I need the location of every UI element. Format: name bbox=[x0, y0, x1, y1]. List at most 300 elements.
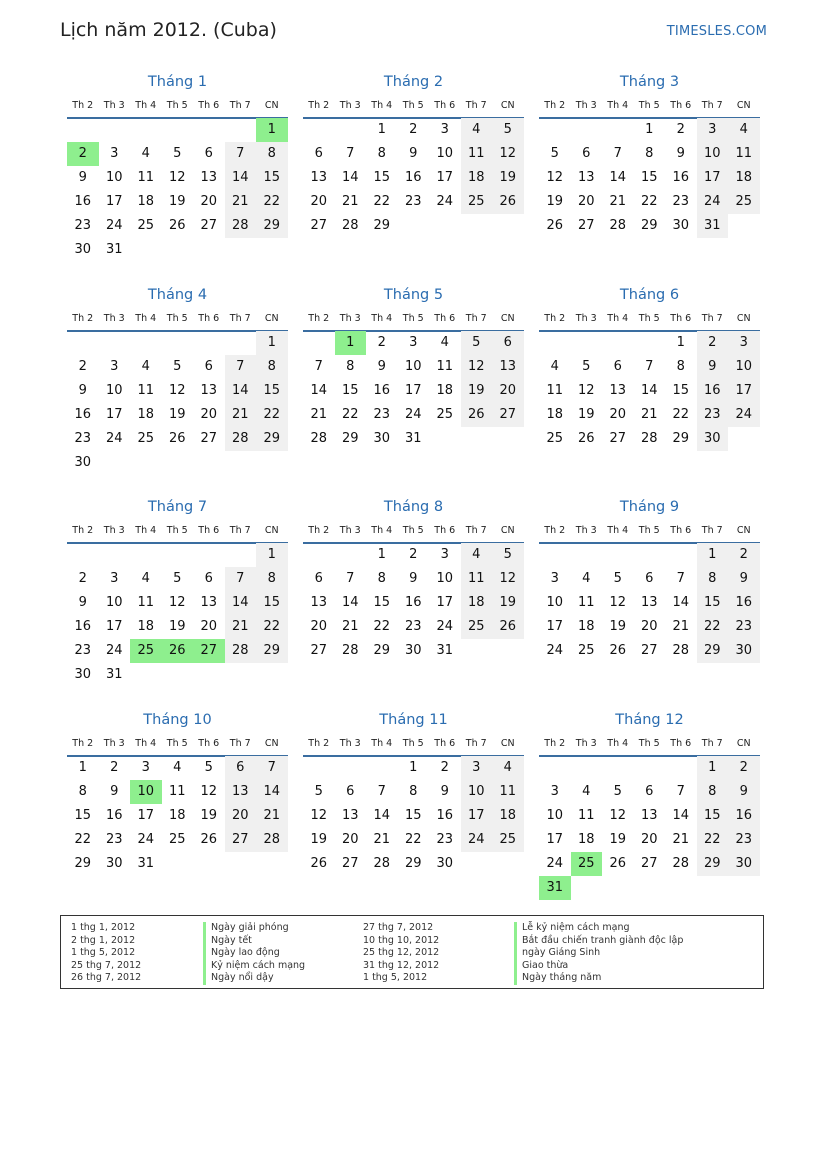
day-cell: 21 bbox=[225, 403, 257, 427]
day-cell: 15 bbox=[672, 383, 690, 398]
day-cell: 25 bbox=[728, 190, 760, 214]
day-cell: 14 bbox=[225, 379, 257, 403]
day-cell: 21 bbox=[225, 615, 257, 639]
day-cell: 17 bbox=[105, 194, 123, 209]
day-cell: 28 bbox=[373, 856, 391, 871]
day-cell: 15 bbox=[640, 170, 658, 185]
day-cell: 29 bbox=[373, 218, 391, 233]
weekday-label: Th 4 bbox=[607, 313, 629, 324]
day-cell: 16 bbox=[404, 595, 422, 610]
day-cell: 22 bbox=[697, 828, 729, 852]
legend-holiday-name: Ngày tết bbox=[203, 935, 252, 948]
day-cell: 27 bbox=[200, 218, 218, 233]
day-cell: 24 bbox=[105, 218, 123, 233]
day-cell: 14 bbox=[672, 808, 690, 823]
day-cell: 11 bbox=[461, 567, 493, 591]
day-cell: 30 bbox=[105, 856, 123, 871]
day-cell: 29 bbox=[256, 639, 288, 663]
day-cell: 5 bbox=[550, 146, 559, 161]
day-cell: 25 bbox=[436, 407, 454, 422]
day-cell: 3 bbox=[697, 118, 729, 142]
weekday-label: Th 5 bbox=[638, 525, 660, 536]
day-cell: 19 bbox=[546, 194, 564, 209]
day-cell: 6 bbox=[645, 571, 654, 586]
legend-holiday-name: Ngày tháng năm bbox=[514, 972, 601, 985]
day-cell: 24 bbox=[137, 832, 155, 847]
day-cell: 5 bbox=[461, 331, 493, 355]
day-cell: 12 bbox=[577, 383, 595, 398]
legend-date: 25 thg 12, 2012 bbox=[363, 947, 440, 958]
day-cell: 8 bbox=[256, 567, 288, 591]
day-cell: 21 bbox=[341, 619, 359, 634]
day-cell: 2 bbox=[728, 543, 760, 567]
day-cell: 23 bbox=[373, 407, 391, 422]
day-cell: 12 bbox=[492, 142, 524, 166]
day-cell: 8 bbox=[78, 784, 87, 799]
day-cell: 3 bbox=[141, 760, 150, 775]
day-cell: 15 bbox=[404, 808, 422, 823]
day-cell: 5 bbox=[582, 359, 591, 374]
day-cell: 31 bbox=[137, 856, 155, 871]
day-cell: 19 bbox=[168, 407, 186, 422]
weekday-label: Th 7 bbox=[465, 313, 487, 324]
day-cell: 25 bbox=[137, 218, 155, 233]
day-cell: 23 bbox=[74, 643, 92, 658]
weekday-label: Th 4 bbox=[607, 525, 629, 536]
day-cell: 8 bbox=[256, 355, 288, 379]
day-cell: 5 bbox=[613, 571, 622, 586]
day-cell: 19 bbox=[609, 832, 627, 847]
day-cell: 13 bbox=[341, 808, 359, 823]
weekday-label: CN bbox=[264, 525, 279, 536]
day-cell: 24 bbox=[436, 619, 454, 634]
legend-holiday-name: Lễ kỷ niệm cách mạng bbox=[514, 922, 630, 935]
page-title: Lịch năm 2012. (Cuba) bbox=[60, 19, 277, 41]
day-cell: 21 bbox=[640, 407, 658, 422]
weekday-label: Th 4 bbox=[607, 738, 629, 749]
day-cell: 8 bbox=[377, 571, 386, 586]
day-cell: 10 bbox=[436, 146, 454, 161]
day-cell: 11 bbox=[577, 808, 595, 823]
day-cell: 29 bbox=[697, 639, 729, 663]
day-cell: 19 bbox=[492, 591, 524, 615]
day-cell: 2 bbox=[377, 335, 386, 350]
day-cell: 15 bbox=[373, 595, 391, 610]
holiday-day-cell: 10 bbox=[130, 780, 162, 804]
day-cell: 22 bbox=[256, 403, 288, 427]
month-name: Tháng 12 bbox=[615, 712, 684, 728]
day-cell: 14 bbox=[256, 780, 288, 804]
month-name: Tháng 4 bbox=[147, 287, 208, 303]
day-cell: 20 bbox=[200, 194, 218, 209]
day-cell: 10 bbox=[728, 355, 760, 379]
day-cell: 6 bbox=[613, 359, 622, 374]
day-cell: 16 bbox=[436, 808, 454, 823]
day-cell: 10 bbox=[105, 383, 123, 398]
day-cell: 22 bbox=[373, 619, 391, 634]
day-cell: 20 bbox=[640, 832, 658, 847]
day-cell: 18 bbox=[546, 407, 564, 422]
day-cell: 18 bbox=[577, 832, 595, 847]
day-cell: 26 bbox=[546, 218, 564, 233]
weekday-label: Th 5 bbox=[166, 738, 188, 749]
day-cell: 20 bbox=[577, 194, 595, 209]
day-cell: 8 bbox=[409, 784, 418, 799]
day-cell: 5 bbox=[314, 784, 323, 799]
day-cell: 11 bbox=[137, 595, 155, 610]
weekday-label: CN bbox=[500, 525, 515, 536]
day-cell: 10 bbox=[105, 170, 123, 185]
day-cell: 20 bbox=[492, 379, 524, 403]
day-cell: 16 bbox=[728, 591, 760, 615]
weekday-label: Th 4 bbox=[371, 525, 393, 536]
day-cell: 8 bbox=[697, 780, 729, 804]
day-cell: 19 bbox=[609, 619, 627, 634]
day-cell: 12 bbox=[200, 784, 218, 799]
weekday-label: Th 6 bbox=[198, 738, 220, 749]
day-cell: 26 bbox=[310, 856, 328, 871]
day-cell: 11 bbox=[137, 383, 155, 398]
day-cell: 22 bbox=[404, 832, 422, 847]
day-cell: 4 bbox=[582, 571, 591, 586]
weekday-label: Th 4 bbox=[371, 738, 393, 749]
day-cell: 29 bbox=[74, 856, 92, 871]
weekday-label: Th 4 bbox=[371, 313, 393, 324]
weekday-label: Th 2 bbox=[72, 313, 94, 324]
day-cell: 7 bbox=[225, 355, 257, 379]
day-cell: 22 bbox=[640, 194, 658, 209]
legend-holiday-name: Ngày lao động bbox=[203, 947, 280, 960]
day-cell: 19 bbox=[168, 619, 186, 634]
weekday-label: Th 5 bbox=[638, 313, 660, 324]
weekday-label: Th 4 bbox=[135, 100, 157, 111]
day-cell: 28 bbox=[609, 218, 627, 233]
weekday-label: Th 3 bbox=[339, 738, 361, 749]
day-cell: 7 bbox=[346, 146, 355, 161]
day-cell: 6 bbox=[204, 146, 213, 161]
day-cell: 14 bbox=[341, 595, 359, 610]
day-cell: 7 bbox=[377, 784, 386, 799]
day-cell: 13 bbox=[577, 170, 595, 185]
weekday-label: Th 3 bbox=[103, 525, 125, 536]
day-cell: 24 bbox=[105, 643, 123, 658]
weekday-label: Th 3 bbox=[575, 313, 597, 324]
weekday-label: Th 3 bbox=[575, 738, 597, 749]
day-cell: 19 bbox=[168, 194, 186, 209]
day-cell: 15 bbox=[697, 591, 729, 615]
month-name: Tháng 9 bbox=[619, 499, 680, 515]
day-cell: 24 bbox=[105, 431, 123, 446]
day-cell: 13 bbox=[492, 355, 524, 379]
day-cell: 19 bbox=[200, 808, 218, 823]
day-cell: 15 bbox=[697, 804, 729, 828]
day-cell: 4 bbox=[141, 571, 150, 586]
day-cell: 18 bbox=[728, 166, 760, 190]
weekday-label: Th 7 bbox=[701, 313, 723, 324]
day-cell: 7 bbox=[314, 359, 323, 374]
day-cell: 31 bbox=[105, 667, 123, 682]
day-cell: 26 bbox=[609, 643, 627, 658]
day-cell: 1 bbox=[697, 543, 729, 567]
day-cell: 18 bbox=[577, 619, 595, 634]
day-cell: 28 bbox=[640, 431, 658, 446]
day-cell: 13 bbox=[200, 595, 218, 610]
day-cell: 8 bbox=[346, 359, 355, 374]
day-cell: 22 bbox=[672, 407, 690, 422]
site-link[interactable]: TIMESLES.COM bbox=[666, 24, 767, 39]
day-cell: 30 bbox=[728, 852, 760, 876]
weekday-label: Th 5 bbox=[402, 313, 424, 324]
legend-holiday-name: Bắt đầu chiến tranh giành độc lập bbox=[514, 935, 683, 948]
day-cell: 17 bbox=[436, 595, 454, 610]
day-cell: 2 bbox=[409, 547, 418, 562]
day-cell: 8 bbox=[645, 146, 654, 161]
day-cell: 26 bbox=[200, 832, 218, 847]
day-cell: 12 bbox=[609, 595, 627, 610]
day-cell: 26 bbox=[168, 431, 186, 446]
day-cell: 22 bbox=[256, 615, 288, 639]
month-name: Tháng 7 bbox=[147, 499, 208, 515]
day-cell: 14 bbox=[310, 383, 328, 398]
weekday-label: Th 2 bbox=[544, 738, 566, 749]
day-cell: 21 bbox=[341, 194, 359, 209]
month-name: Tháng 6 bbox=[619, 287, 680, 303]
legend-date: 10 thg 10, 2012 bbox=[363, 934, 440, 946]
weekday-label: Th 4 bbox=[607, 100, 629, 111]
holiday-day-cell: 25 bbox=[130, 639, 162, 663]
weekday-label: Th 6 bbox=[670, 100, 692, 111]
day-cell: 5 bbox=[204, 760, 213, 775]
day-cell: 2 bbox=[697, 331, 729, 355]
weekday-label: Th 2 bbox=[544, 525, 566, 536]
holiday-day-cell: 27 bbox=[193, 639, 225, 663]
day-cell: 21 bbox=[256, 804, 288, 828]
day-cell: 18 bbox=[137, 407, 155, 422]
day-cell: 10 bbox=[546, 595, 564, 610]
day-cell: 7 bbox=[225, 142, 257, 166]
day-cell: 11 bbox=[168, 784, 186, 799]
day-cell: 19 bbox=[310, 832, 328, 847]
weekday-label: Th 6 bbox=[434, 313, 456, 324]
day-cell: 25 bbox=[168, 832, 186, 847]
day-cell: 18 bbox=[461, 591, 493, 615]
day-cell: 5 bbox=[173, 359, 182, 374]
day-cell: 17 bbox=[697, 166, 729, 190]
day-cell: 13 bbox=[640, 595, 658, 610]
day-cell: 22 bbox=[373, 194, 391, 209]
weekday-label: Th 3 bbox=[575, 525, 597, 536]
weekday-label: Th 5 bbox=[402, 525, 424, 536]
day-cell: 15 bbox=[256, 379, 288, 403]
day-cell: 23 bbox=[404, 619, 422, 634]
day-cell: 3 bbox=[110, 359, 119, 374]
day-cell: 11 bbox=[436, 359, 454, 374]
day-cell: 14 bbox=[609, 170, 627, 185]
day-cell: 6 bbox=[582, 146, 591, 161]
day-cell: 9 bbox=[110, 784, 119, 799]
day-cell: 6 bbox=[314, 146, 323, 161]
day-cell: 26 bbox=[492, 615, 524, 639]
weekday-label: CN bbox=[500, 313, 515, 324]
day-cell: 13 bbox=[200, 170, 218, 185]
day-cell: 29 bbox=[640, 218, 658, 233]
day-cell: 12 bbox=[168, 383, 186, 398]
weekday-label: Th 2 bbox=[308, 100, 330, 111]
weekday-label: Th 7 bbox=[701, 100, 723, 111]
day-cell: 16 bbox=[728, 804, 760, 828]
day-cell: 18 bbox=[492, 804, 524, 828]
day-cell: 17 bbox=[404, 383, 422, 398]
month-name: Tháng 3 bbox=[619, 74, 680, 90]
day-cell: 2 bbox=[440, 760, 449, 775]
day-cell: 27 bbox=[310, 218, 328, 233]
day-cell: 14 bbox=[640, 383, 658, 398]
day-cell: 1 bbox=[256, 331, 288, 355]
day-cell: 6 bbox=[492, 331, 524, 355]
day-cell: 27 bbox=[341, 856, 359, 871]
day-cell: 4 bbox=[141, 359, 150, 374]
day-cell: 21 bbox=[373, 832, 391, 847]
day-cell: 27 bbox=[640, 643, 658, 658]
day-cell: 1 bbox=[78, 760, 87, 775]
day-cell: 23 bbox=[105, 832, 123, 847]
weekday-label: Th 3 bbox=[339, 313, 361, 324]
day-cell: 20 bbox=[341, 832, 359, 847]
day-cell: 12 bbox=[310, 808, 328, 823]
day-cell: 18 bbox=[168, 808, 186, 823]
day-cell: 24 bbox=[404, 407, 422, 422]
day-cell: 29 bbox=[256, 427, 288, 451]
legend-date: 1 thg 5, 2012 bbox=[71, 947, 136, 958]
day-cell: 24 bbox=[546, 856, 564, 871]
day-cell: 4 bbox=[173, 760, 182, 775]
day-cell: 19 bbox=[577, 407, 595, 422]
day-cell: 3 bbox=[550, 784, 559, 799]
weekday-label: CN bbox=[264, 738, 279, 749]
day-cell: 22 bbox=[74, 832, 92, 847]
weekday-label: Th 4 bbox=[371, 100, 393, 111]
day-cell: 28 bbox=[225, 427, 257, 451]
weekday-label: Th 5 bbox=[166, 525, 188, 536]
weekday-label: CN bbox=[736, 100, 751, 111]
holiday-legend bbox=[60, 915, 764, 989]
day-cell: 2 bbox=[676, 122, 685, 137]
day-cell: 4 bbox=[550, 359, 559, 374]
day-cell: 16 bbox=[105, 808, 123, 823]
day-cell: 10 bbox=[436, 571, 454, 586]
day-cell: 24 bbox=[697, 190, 729, 214]
weekday-label: Th 2 bbox=[72, 738, 94, 749]
day-cell: 4 bbox=[461, 543, 493, 567]
day-cell: 1 bbox=[377, 547, 386, 562]
day-cell: 29 bbox=[404, 856, 422, 871]
legend-date: 1 thg 1, 2012 bbox=[71, 922, 136, 933]
weekday-label: Th 6 bbox=[670, 738, 692, 749]
day-cell: 9 bbox=[728, 780, 760, 804]
day-cell: 23 bbox=[404, 194, 422, 209]
day-cell: 19 bbox=[461, 379, 493, 403]
weekday-label: Th 2 bbox=[72, 100, 94, 111]
day-cell: 28 bbox=[341, 643, 359, 658]
day-cell: 2 bbox=[78, 571, 87, 586]
day-cell: 25 bbox=[461, 190, 493, 214]
day-cell: 27 bbox=[492, 403, 524, 427]
day-cell: 9 bbox=[78, 170, 87, 185]
legend-date: 27 thg 7, 2012 bbox=[363, 922, 434, 933]
day-cell: 30 bbox=[728, 639, 760, 663]
day-cell: 1 bbox=[697, 756, 729, 780]
weekday-label: Th 6 bbox=[670, 313, 692, 324]
weekday-label: Th 3 bbox=[339, 100, 361, 111]
day-cell: 28 bbox=[672, 643, 690, 658]
day-cell: 14 bbox=[672, 595, 690, 610]
weekday-label: Th 2 bbox=[308, 738, 330, 749]
day-cell: 6 bbox=[645, 784, 654, 799]
weekday-label: Th 6 bbox=[434, 525, 456, 536]
day-cell: 13 bbox=[310, 170, 328, 185]
day-cell: 11 bbox=[728, 142, 760, 166]
day-cell: 21 bbox=[225, 190, 257, 214]
day-cell: 31 bbox=[404, 431, 422, 446]
weekday-label: Th 4 bbox=[135, 738, 157, 749]
day-cell: 1 bbox=[645, 122, 654, 137]
month-divider bbox=[67, 330, 288, 332]
day-cell: 5 bbox=[613, 784, 622, 799]
day-cell: 9 bbox=[676, 146, 685, 161]
day-cell: 9 bbox=[728, 567, 760, 591]
weekday-label: Th 2 bbox=[308, 525, 330, 536]
weekday-label: Th 3 bbox=[103, 100, 125, 111]
weekday-label: Th 7 bbox=[465, 100, 487, 111]
day-cell: 3 bbox=[550, 571, 559, 586]
day-cell: 2 bbox=[110, 760, 119, 775]
holiday-day-cell: 1 bbox=[256, 118, 288, 142]
weekday-label: Th 7 bbox=[701, 525, 723, 536]
day-cell: 9 bbox=[78, 383, 87, 398]
day-cell: 26 bbox=[168, 218, 186, 233]
day-cell: 10 bbox=[697, 142, 729, 166]
day-cell: 3 bbox=[409, 335, 418, 350]
day-cell: 22 bbox=[256, 190, 288, 214]
day-cell: 4 bbox=[492, 756, 524, 780]
day-cell: 13 bbox=[609, 383, 627, 398]
day-cell: 17 bbox=[728, 379, 760, 403]
month-name: Tháng 2 bbox=[383, 74, 444, 90]
day-cell: 29 bbox=[697, 852, 729, 876]
holiday-day-cell: 26 bbox=[162, 639, 194, 663]
weekday-label: Th 5 bbox=[638, 100, 660, 111]
day-cell: 27 bbox=[577, 218, 595, 233]
weekday-label: Th 7 bbox=[229, 738, 251, 749]
day-cell: 25 bbox=[137, 431, 155, 446]
day-cell: 23 bbox=[672, 194, 690, 209]
day-cell: 16 bbox=[697, 379, 729, 403]
month-divider bbox=[67, 117, 288, 119]
day-cell: 11 bbox=[577, 595, 595, 610]
day-cell: 27 bbox=[200, 431, 218, 446]
weekday-label: Th 2 bbox=[544, 313, 566, 324]
day-cell: 16 bbox=[672, 170, 690, 185]
weekday-label: Th 6 bbox=[198, 525, 220, 536]
day-cell: 30 bbox=[74, 667, 92, 682]
day-cell: 21 bbox=[609, 194, 627, 209]
day-cell: 3 bbox=[440, 547, 449, 562]
day-cell: 23 bbox=[74, 431, 92, 446]
day-cell: 26 bbox=[461, 403, 493, 427]
weekday-label: Th 6 bbox=[670, 525, 692, 536]
day-cell: 17 bbox=[546, 619, 564, 634]
day-cell: 29 bbox=[256, 214, 288, 238]
